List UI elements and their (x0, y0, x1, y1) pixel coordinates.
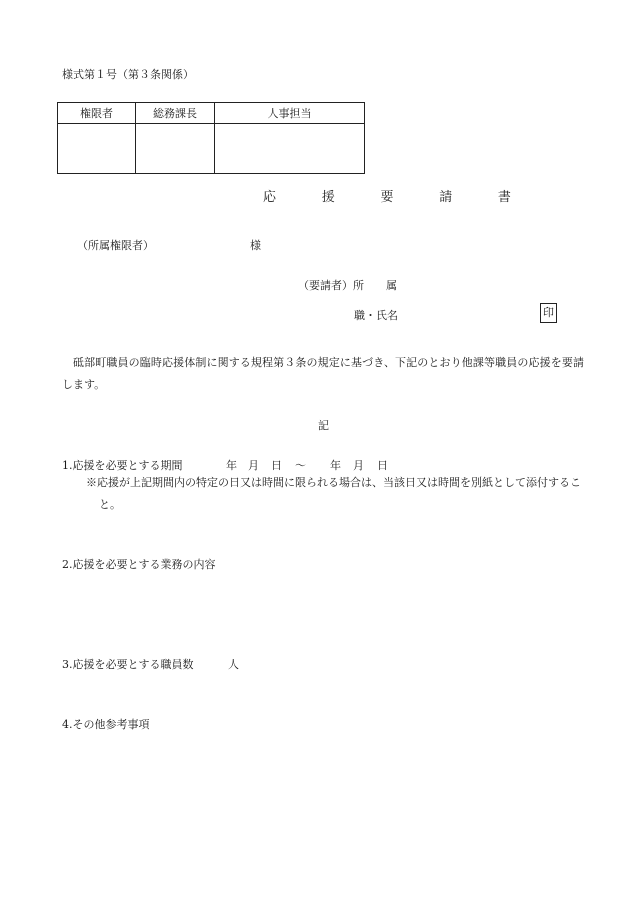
approval-header-authority: 権限者 (58, 103, 136, 124)
form-label: 様式第１号（第３条関係） (62, 68, 194, 81)
recipient-honorific: 様 (250, 239, 261, 252)
period-day-2: 日 (377, 459, 388, 472)
approval-stamp-box[interactable] (58, 124, 136, 174)
requester-affiliation-label: （要請者）所 属 (298, 279, 397, 292)
requester-name-label: 職・氏名 (354, 309, 398, 322)
ki-heading: 記 (318, 419, 329, 432)
period-tilde: ～ (295, 459, 306, 472)
period-month-2: 月 (353, 459, 364, 472)
period-year-2: 年 (330, 459, 341, 472)
item-period-label: 1.応援を必要とする期間 (62, 459, 183, 472)
recipient-label: （所属権限者） (77, 239, 154, 252)
period-day-1: 日 (271, 459, 282, 472)
document-title: 応 援 要 請 書 (263, 190, 532, 205)
approval-header-personnel: 人事担当 (215, 103, 365, 124)
item-other-label: 4.その他参考事項 (62, 718, 150, 731)
approval-stamp-box[interactable] (215, 124, 365, 174)
staff-unit: 人 (228, 658, 239, 671)
item-staff-label: 3.応援を必要とする職員数 (62, 658, 194, 671)
period-note: ※応援が上記期間内の特定の日又は時間に限られる場合は、当該日又は時間を別紙として添付すること。 (86, 476, 581, 511)
period-year-1: 年 (226, 459, 237, 472)
approval-header-general-affairs: 総務課長 (136, 103, 215, 124)
approval-table (57, 102, 365, 174)
request-body: 砥部町職員の臨時応援体制に関する規程第３条の規定に基づき、下記のとおり他課等職員の応援を要請します。 (62, 356, 584, 391)
period-month-1: 月 (248, 459, 259, 472)
seal-mark: 印 (540, 303, 557, 323)
approval-stamp-box[interactable] (136, 124, 215, 174)
item-content-label: 2.応援を必要とする業務の内容 (62, 558, 216, 571)
